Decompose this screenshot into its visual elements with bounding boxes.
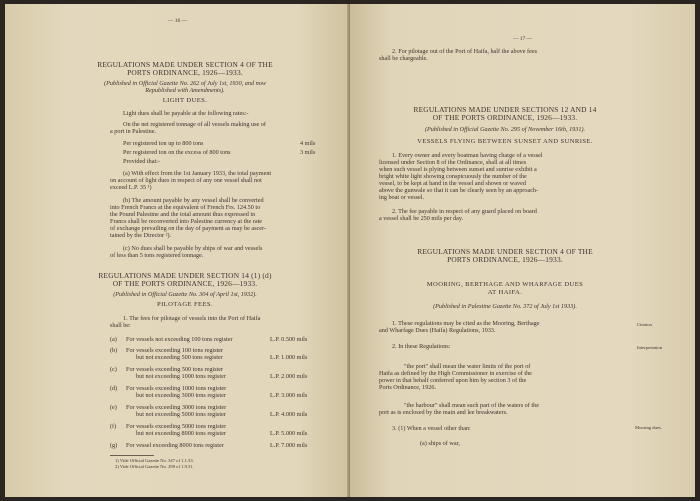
clause-line: 2. The fee payable in respect of any guard placed on board	[392, 208, 537, 215]
fee-amount: L.P. 2.000 mils	[270, 373, 308, 380]
fee-amount: L.P. 0.500 mils	[270, 336, 308, 343]
footnote: 2) Vide Official Gazette No. 290 of 1.9.31.	[115, 464, 194, 469]
clause-line: (a) With effect from the 1st January 1933, the total payment	[123, 170, 272, 177]
fee-text: For vessels not exceeding 100 tons register	[126, 336, 233, 343]
page-number: — 17 —	[512, 36, 533, 42]
paragraph: shall be chargeable.	[379, 55, 428, 62]
section-heading: REGULATIONS MADE UNDER SECTION 4 OF THE	[417, 247, 593, 256]
fee-letter: (c)	[110, 366, 117, 373]
section-heading: REGULATIONS MADE UNDER SECTION 14 (1) (d)	[98, 271, 272, 280]
subheading: VESSELS FLYING BETWEEN SUNSET AND SUNRISE.	[417, 138, 593, 145]
clause-line: Francs shall be reconverted into Palestine currency at the rate	[110, 218, 263, 225]
clause-line: and Wharfage Dues (Haifa) Regulations, 1933.	[379, 327, 496, 334]
section-heading: PORTS ORDINANCE, 1926—1933.	[447, 255, 563, 264]
clause-line: on account of light dues in respect of any one vessel shall not	[110, 177, 262, 184]
clause-line: when such vessel is plying between sunset and sunrise exhibit a	[379, 166, 537, 173]
fee-amount: L.P. 1.000 mils	[270, 354, 308, 361]
fee-text: For vessels exceeding 100 tons register	[126, 347, 224, 354]
clause-line: power in that behalf conferred upon him by section 3 of the	[379, 377, 527, 384]
publication-note: (Published in Palestine Gazette No. 372 of July 1st 1933).	[433, 303, 577, 310]
clause-line: ing boat or vessel.	[379, 194, 425, 201]
paragraph: Provided that:-	[123, 158, 160, 165]
fee-amount: L.P. 7.000 mils	[270, 442, 308, 449]
subheading: LIGHT DUES.	[162, 97, 208, 104]
fee-amount: L.P. 5.000 mils	[270, 430, 308, 437]
fee-amount: L.P. 4.000 mils	[270, 411, 308, 418]
fee-letter: (f)	[110, 423, 117, 430]
clause-line: exceed L.P. 35 ¹)	[110, 184, 152, 191]
fee-text: but not exceeding 3000 tons register	[136, 392, 226, 399]
subheading: MOORING, BERTHAGE AND WHARFAGE DUES	[426, 281, 584, 288]
fee-text: For vessels exceeding 1000 tons register	[126, 385, 227, 392]
section-heading: REGULATIONS MADE UNDER SECTIONS 12 AND 14	[413, 105, 597, 114]
fee-text: For vessels exceeding 5000 tons register	[126, 423, 227, 430]
fee-letter: (d)	[110, 385, 118, 392]
clause-line: "the port" shall mean the water limits of the port of	[404, 363, 531, 370]
fee-amount: L.P. 3.000 mils	[270, 392, 308, 399]
fee-letter: (e)	[110, 404, 117, 411]
rate-value: 4 mils	[300, 140, 316, 147]
clause-line: vessel, to be kept at hand in the vessel and shown or waved	[379, 180, 526, 187]
paragraph: 2. For pilotage out of the Port of Haifa, half the above fees	[392, 48, 538, 55]
left-page	[5, 4, 350, 497]
fee-letter: (g)	[110, 442, 118, 449]
fee-text: For vessels exceeding 3000 tons register	[126, 404, 227, 411]
subheading: AT HAIFA.	[487, 289, 523, 296]
clause-line: 2. In these Regulations:	[392, 343, 451, 350]
page-number: — 16 —	[167, 18, 188, 24]
paragraph: 1. The fees for pilotage of vessels into the Port of Haifa	[123, 315, 261, 322]
publication-note: Republished with Amendments).	[145, 87, 225, 94]
clause-line: licensed under Section 8 of the Ordinance, shall at all times	[379, 159, 527, 166]
fee-text: For vessels exceeding 500 tons register	[126, 366, 224, 373]
publication-note: (Published in Official Gazette No. 262 of July 1st, 1930, and now	[104, 80, 266, 87]
clause-line: Haifa as defined by the High Commissioner in exercise of the	[379, 370, 532, 377]
fee-letter: (b)	[110, 347, 118, 354]
right-page	[350, 4, 695, 497]
section-heading: REGULATIONS MADE UNDER SECTION 4 OF THE	[97, 60, 273, 69]
rate-label: Per registered ton on the excess of 800 tons	[123, 149, 231, 156]
clause-line: (a) ships of war,	[420, 440, 460, 447]
clause-line: into French Francs at the equivalent of French Frs. 124.50 to	[110, 204, 261, 211]
section-heading: OF THE PORTS ORDINANCE, 1926—1933.	[112, 279, 258, 288]
paragraph: a port in Palestine.	[110, 128, 157, 135]
book-spread	[5, 4, 695, 497]
publication-note: (Published in Official Gazette No. 295 of November 16th, 1931).	[424, 126, 586, 133]
clause-line: above the gunwale so that it can be clearly seen by an approach-	[379, 187, 539, 194]
clause-line: (b) The amount payable by any vessel shall be converted	[123, 197, 264, 204]
publication-note: (Published in Official Gazette No. 304 of April 1st, 1932).	[113, 291, 257, 298]
subheading: PILOTAGE FEES.	[157, 301, 213, 308]
section-heading: PORTS ORDINANCE, 1926—1933.	[127, 68, 243, 77]
clause-line: 1. Every owner and every boatman having charge of a vessel	[392, 152, 543, 159]
clause-line: "the harbour" shall mean such part of the waters of the	[404, 402, 539, 409]
fee-text: For vessel exceeding 8000 tons register	[126, 442, 224, 449]
clause-line: 1. These regulations may be cited as the Mooring, Berthage	[392, 320, 540, 327]
paragraph: shall be:	[110, 322, 131, 329]
clause-line: port as is enclosed by the main and lee breakwaters.	[379, 409, 508, 416]
fee-text: but not exceeding 500 tons register	[136, 354, 223, 361]
rate-value: 3 mils	[300, 149, 316, 156]
section-heading: OF THE PORTS ORDINANCE, 1926—1933.	[432, 113, 578, 122]
clause-line: bright white light showing conspicuously the number of the	[379, 173, 527, 180]
clause-line: tained by the Director ²).	[110, 232, 172, 239]
fee-letter: (a)	[110, 336, 117, 343]
clause-line: the Pound Palestine and the total amount thus expressed in	[110, 211, 256, 218]
paragraph: Light dues shall be payable at the following rates:-	[123, 110, 249, 117]
clause-line: 3. (1) When a vessel other than:	[392, 425, 471, 432]
fee-text: but not exceeding 8000 tons register	[136, 430, 226, 437]
margin-note: Citation	[637, 322, 652, 327]
rate-label: Per registered ton up to 800 tons	[123, 140, 204, 147]
clause-line: a vessel shall be 250 mils per day.	[379, 215, 464, 222]
clause-line: Ports Ordinance, 1926.	[379, 384, 437, 391]
fee-text: but not exceeding 1000 tons register	[136, 373, 226, 380]
footnote-rule	[110, 455, 154, 456]
paragraph: On the net registered tonnage of all vessels making use of	[123, 121, 266, 128]
fee-text: but not exceeding 5000 tons register	[136, 411, 226, 418]
clause-line: of less than 5 tons registered tonnage.	[110, 252, 204, 259]
margin-note: Interpretation	[637, 345, 662, 350]
clause-line: of exchange prevailing on the day of payment as may be ascer-	[110, 225, 267, 232]
footnote: 1) Vide Official Gazette No. 347 of 1.1.33.	[115, 458, 194, 463]
margin-note: Mooring dues.	[635, 425, 662, 430]
clause-line: (c) No dues shall be payable by ships of war and vessels	[123, 245, 263, 252]
